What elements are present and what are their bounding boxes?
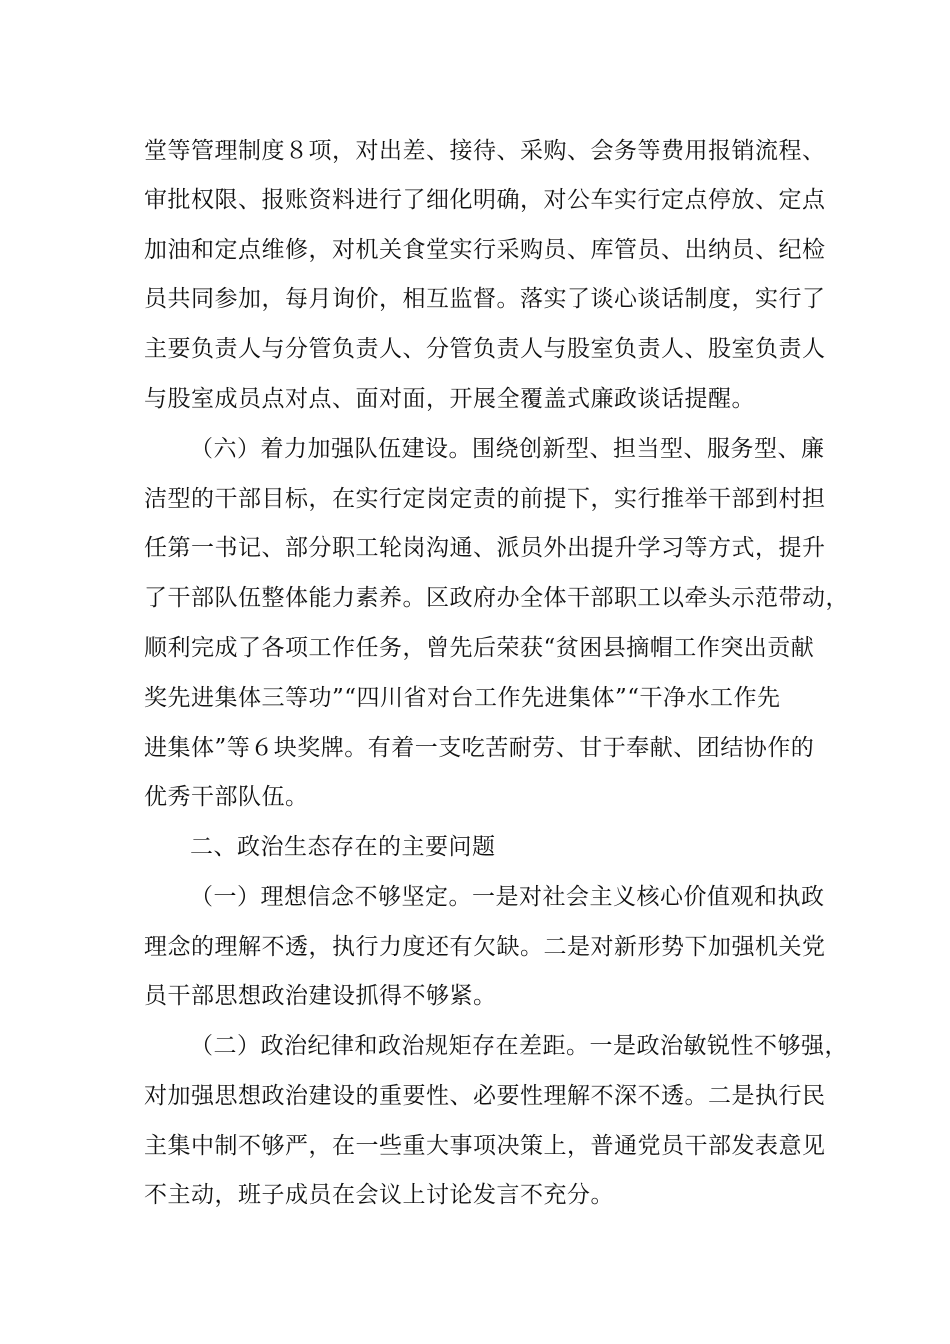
text-line: 对加强思想政治建设的重要性、必要性理解不深不透。二是执行民 [144, 1083, 826, 1109]
paragraph-first-line: （六）着力加强队伍建设。围绕创新型、担当型、服务型、廉 [190, 436, 825, 462]
paragraph-first-line: （二）政治纪律和政治规矩存在差距。一是政治敏锐性不够强， [190, 1033, 848, 1059]
text-line: 主集中制不够严，在一些重大事项决策上，普通党员干部发表意见 [144, 1133, 826, 1159]
text-line: 洁型的干部目标，在实行定岗定责的前提下，实行推举干部到村担 [144, 486, 826, 512]
text-line: 进集体”等６块奖牌。有着一支吃苦耐劳、甘于奉献、团结协作的 [144, 735, 815, 761]
text-line: 顺利完成了各项工作任务，曾先后荣获“贫困县摘帽工作突出贡献 [144, 635, 815, 661]
text-line: 奖先进集体三等功”“四川省对台工作先进集体”“干净水工作先 [144, 685, 781, 711]
paragraph-first-line: （一）理想信念不够坚定。一是对社会主义核心价值观和执政 [190, 884, 825, 910]
text-line: 了干部队伍整体能力素养。区政府办全体干部职工以牵头示范带动， [144, 585, 849, 611]
text-line: 不主动，班子成员在会议上讨论发言不充分。 [144, 1182, 614, 1208]
text-line: 审批权限、报账资料进行了细化明确，对公车实行定点停放、定点 [144, 187, 826, 213]
text-line: 主要负责人与分管负责人、分管负责人与股室负责人、股室负责人 [144, 336, 826, 362]
text-line: 员共同参加，每月询价，相互监督。落实了谈心谈话制度，实行了 [144, 286, 826, 312]
text-line: 堂等管理制度８项，对出差、接待、采购、会务等费用报销流程、 [144, 138, 826, 164]
text-line: 员干部思想政治建设抓得不够紧。 [144, 983, 497, 1009]
section-heading: 二、政治生态存在的主要问题 [190, 834, 496, 860]
text-line: 理念的理解不透，执行力度还有欠缺。二是对新形势下加强机关党 [144, 934, 826, 960]
text-line: 优秀干部队伍。 [144, 784, 309, 810]
text-line: 与股室成员点对点、面对面，开展全覆盖式廉政谈话提醒。 [144, 386, 755, 412]
text-line: 加油和定点维修，对机关食堂实行采购员、库管员、出纳员、纪检 [144, 237, 826, 263]
text-line: 任第一书记、部分职工轮岗沟通、派员外出提升学习等方式，提升 [144, 535, 826, 561]
